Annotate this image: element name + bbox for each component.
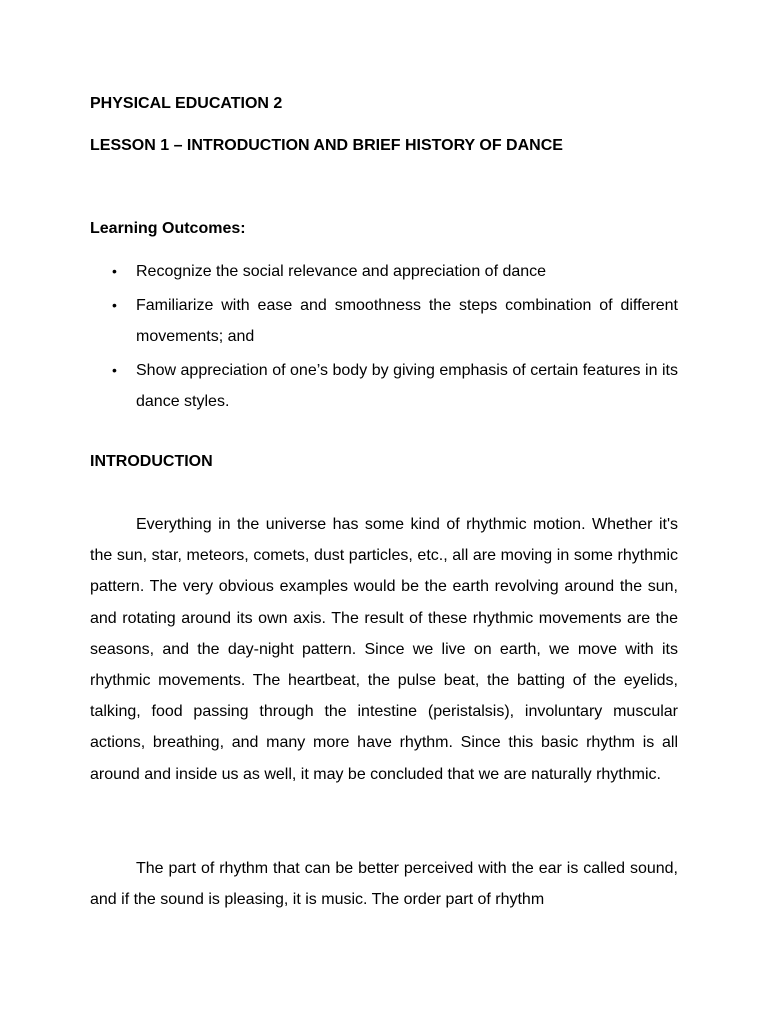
outcome-text: Familiarize with ease and smoothness the steps combination of different movements; and xyxy=(136,296,678,345)
lesson-title: LESSON 1 – INTRODUCTION AND BRIEF HISTORY OF DANCE xyxy=(90,137,563,154)
bullet-icon: • xyxy=(112,263,117,279)
learning-outcomes-heading: Learning Outcomes: xyxy=(90,220,246,237)
introduction-paragraph-2: The part of rhythm that can be better perceived with the ear is called sound, and if the sound is pleasing, it is music. The order part of rhythm xyxy=(90,860,678,909)
outcome-text: Show appreciation of one’s body by giving emphasis of certain features in its dance styles. xyxy=(136,361,678,410)
course-title: PHYSICAL EDUCATION 2 xyxy=(90,95,283,112)
outcome-text: Recognize the social relevance and appreciation of dance xyxy=(136,263,547,280)
list-item xyxy=(90,355,678,418)
learning-outcomes-list xyxy=(90,256,678,420)
list-item xyxy=(90,290,678,353)
introduction-paragraph-1: Everything in the universe has some kind of rhythmic motion. Whether it's the sun, star, meteors, comets, dust particles, etc., all are moving in some rhythmic pattern. The very obvious examples would be the earth revolving around the sun, and rotating around its own axis. The result of these rhythmic movements are the seasons, and the day-night pattern. Since we live on earth, we move with its rhythmic movements. The heartbeat, the pulse beat, the batting of the eyelids, talking, food passing through the intestine (peristalsis), involuntary muscular actions, breathing, and many more have rhythm. Since this basic rhythm is all around and inside us as well, it may be concluded that we are naturally rhythmic. xyxy=(90,516,678,783)
bullet-icon: • xyxy=(112,361,117,378)
list-item xyxy=(90,256,678,288)
introduction-heading: INTRODUCTION xyxy=(90,453,213,470)
bullet-icon: • xyxy=(112,296,117,313)
